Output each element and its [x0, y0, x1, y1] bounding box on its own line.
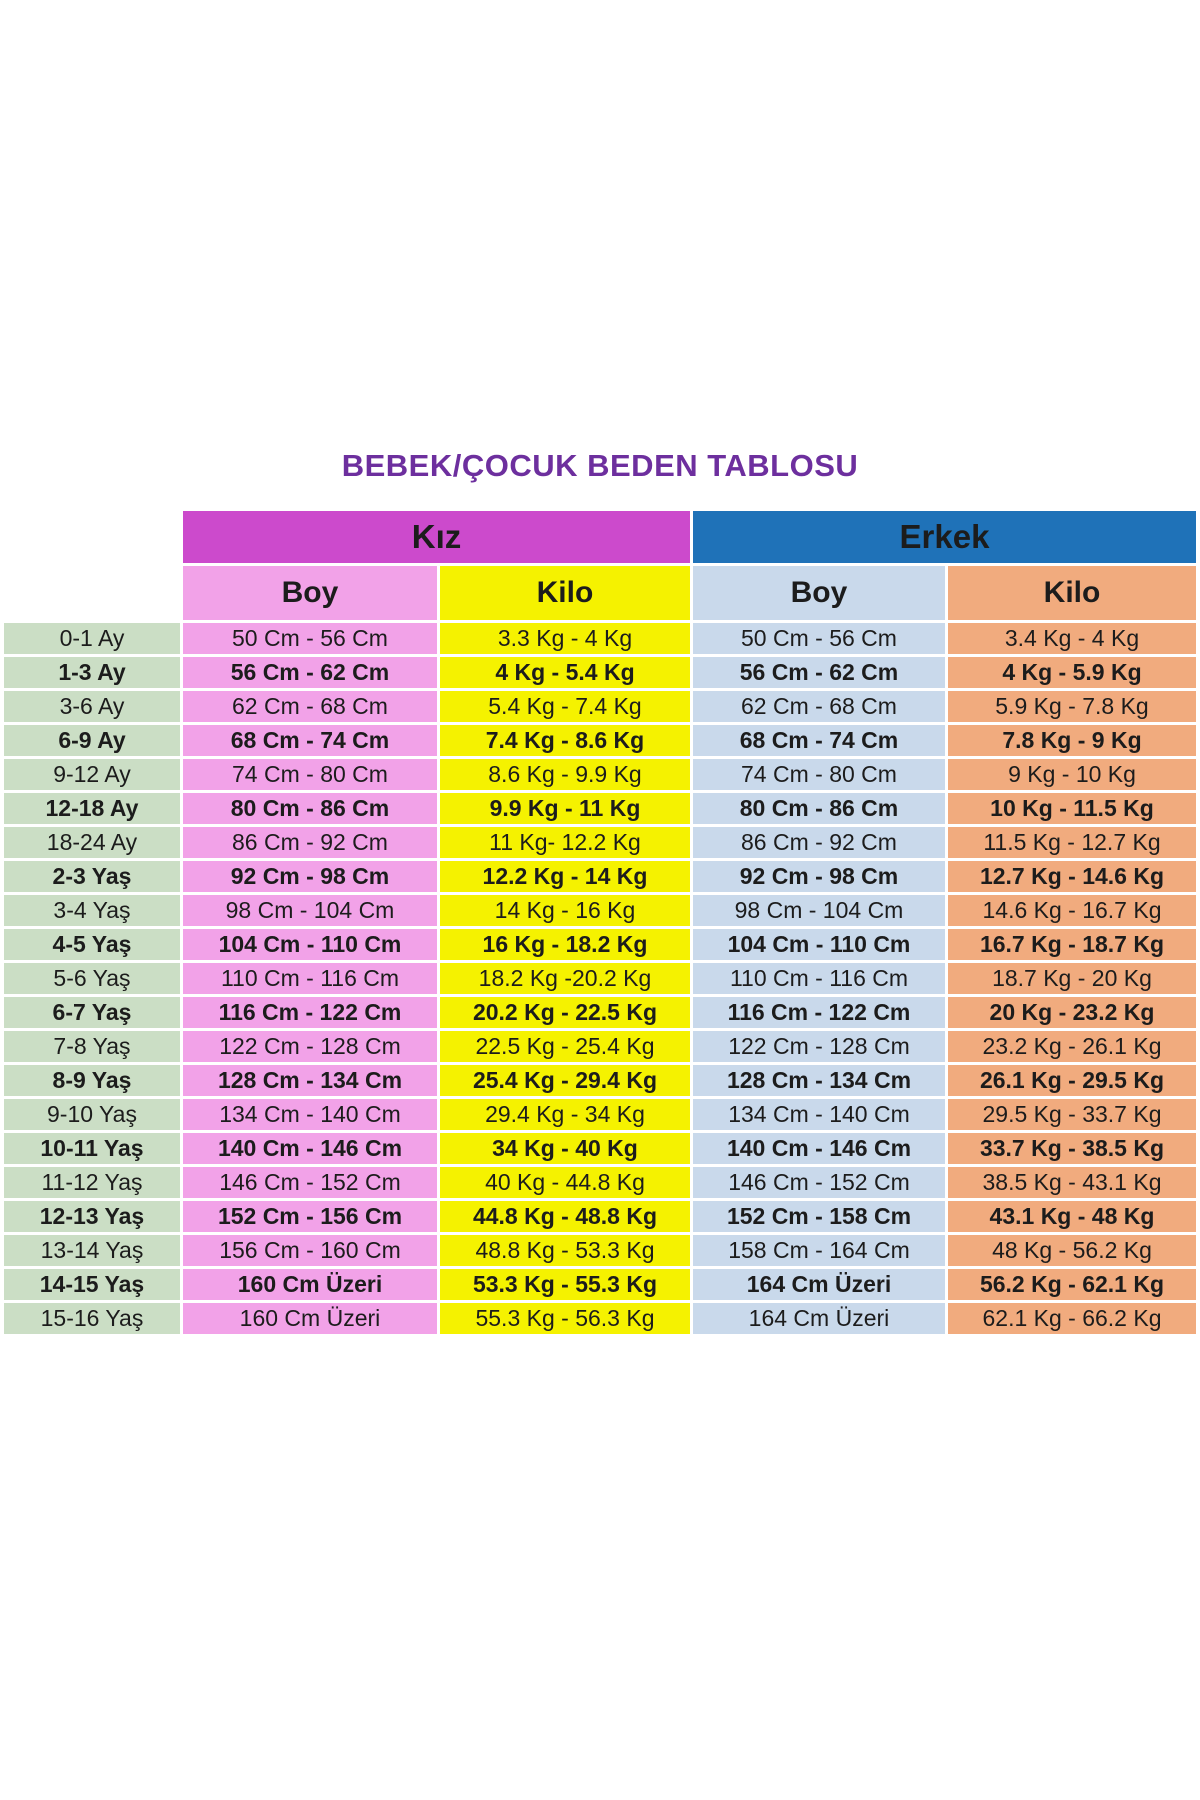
column-header-erkek-boy: Boy [693, 566, 945, 620]
age-cell: 5-6 Yaş [4, 963, 180, 994]
kiz-kilo-cell: 29.4 Kg - 34 Kg [440, 1099, 690, 1130]
erkek-boy-cell: 164 Cm Üzeri [693, 1269, 945, 1300]
table-row [4, 1269, 1196, 1300]
group-header-row [4, 511, 1196, 563]
erkek-kilo-cell: 11.5 Kg - 12.7 Kg [948, 827, 1196, 858]
age-cell: 6-9 Ay [4, 725, 180, 756]
erkek-boy-cell: 98 Cm - 104 Cm [693, 895, 945, 926]
table-row [4, 929, 1196, 960]
erkek-boy-cell: 62 Cm - 68 Cm [693, 691, 945, 722]
kiz-kilo-cell: 7.4 Kg - 8.6 Kg [440, 725, 690, 756]
erkek-kilo-cell: 38.5 Kg - 43.1 Kg [948, 1167, 1196, 1198]
erkek-kilo-cell: 20 Kg - 23.2 Kg [948, 997, 1196, 1028]
erkek-boy-cell: 128 Cm - 134 Cm [693, 1065, 945, 1096]
erkek-kilo-cell: 14.6 Kg - 16.7 Kg [948, 895, 1196, 926]
table-row [4, 1235, 1196, 1266]
erkek-kilo-cell: 18.7 Kg - 20 Kg [948, 963, 1196, 994]
erkek-boy-cell: 68 Cm - 74 Cm [693, 725, 945, 756]
table-row [4, 691, 1196, 722]
table-row [4, 963, 1196, 994]
kiz-kilo-cell: 14 Kg - 16 Kg [440, 895, 690, 926]
kiz-boy-cell: 116 Cm - 122 Cm [183, 997, 437, 1028]
kiz-kilo-cell: 5.4 Kg - 7.4 Kg [440, 691, 690, 722]
erkek-kilo-cell: 10 Kg - 11.5 Kg [948, 793, 1196, 824]
column-header-kiz-boy: Boy [183, 566, 437, 620]
table-row [4, 1303, 1196, 1334]
erkek-kilo-cell: 29.5 Kg - 33.7 Kg [948, 1099, 1196, 1130]
kiz-kilo-cell: 11 Kg- 12.2 Kg [440, 827, 690, 858]
age-cell: 12-13 Yaş [4, 1201, 180, 1232]
erkek-boy-cell: 122 Cm - 128 Cm [693, 1031, 945, 1062]
table-row [4, 759, 1196, 790]
erkek-kilo-cell: 12.7 Kg - 14.6 Kg [948, 861, 1196, 892]
erkek-boy-cell: 158 Cm - 164 Cm [693, 1235, 945, 1266]
erkek-boy-cell: 134 Cm - 140 Cm [693, 1099, 945, 1130]
erkek-kilo-cell: 5.9 Kg - 7.8 Kg [948, 691, 1196, 722]
age-cell: 2-3 Yaş [4, 861, 180, 892]
kiz-boy-cell: 146 Cm - 152 Cm [183, 1167, 437, 1198]
table-row [4, 861, 1196, 892]
kiz-boy-cell: 104 Cm - 110 Cm [183, 929, 437, 960]
corner-spacer [4, 566, 180, 620]
kiz-kilo-cell: 3.3 Kg - 4 Kg [440, 623, 690, 654]
kiz-kilo-cell: 40 Kg - 44.8 Kg [440, 1167, 690, 1198]
kiz-kilo-cell: 25.4 Kg - 29.4 Kg [440, 1065, 690, 1096]
erkek-kilo-cell: 7.8 Kg - 9 Kg [948, 725, 1196, 756]
group-header-erkek: Erkek [693, 511, 1196, 563]
kiz-kilo-cell: 20.2 Kg - 22.5 Kg [440, 997, 690, 1028]
kiz-boy-cell: 92 Cm - 98 Cm [183, 861, 437, 892]
age-cell: 3-6 Ay [4, 691, 180, 722]
kiz-boy-cell: 50 Cm - 56 Cm [183, 623, 437, 654]
table-row [4, 1133, 1196, 1164]
erkek-kilo-cell: 26.1 Kg - 29.5 Kg [948, 1065, 1196, 1096]
age-cell: 8-9 Yaş [4, 1065, 180, 1096]
column-header-kiz-kilo: Kilo [440, 566, 690, 620]
table-row [4, 895, 1196, 926]
age-cell: 9-10 Yaş [4, 1099, 180, 1130]
table-row [4, 1167, 1196, 1198]
erkek-kilo-cell: 56.2 Kg - 62.1 Kg [948, 1269, 1196, 1300]
age-cell: 1-3 Ay [4, 657, 180, 688]
age-cell: 18-24 Ay [4, 827, 180, 858]
table-row [4, 793, 1196, 824]
erkek-kilo-cell: 3.4 Kg - 4 Kg [948, 623, 1196, 654]
age-cell: 6-7 Yaş [4, 997, 180, 1028]
kiz-kilo-cell: 34 Kg - 40 Kg [440, 1133, 690, 1164]
table-row [4, 1201, 1196, 1232]
erkek-boy-cell: 104 Cm - 110 Cm [693, 929, 945, 960]
kiz-boy-cell: 140 Cm - 146 Cm [183, 1133, 437, 1164]
size-chart-table [1, 508, 1199, 1337]
erkek-boy-cell: 110 Cm - 116 Cm [693, 963, 945, 994]
erkek-boy-cell: 80 Cm - 86 Cm [693, 793, 945, 824]
erkek-boy-cell: 152 Cm - 158 Cm [693, 1201, 945, 1232]
kiz-kilo-cell: 22.5 Kg - 25.4 Kg [440, 1031, 690, 1062]
kiz-kilo-cell: 55.3 Kg - 56.3 Kg [440, 1303, 690, 1334]
age-cell: 3-4 Yaş [4, 895, 180, 926]
kiz-kilo-cell: 12.2 Kg - 14 Kg [440, 861, 690, 892]
kiz-boy-cell: 110 Cm - 116 Cm [183, 963, 437, 994]
age-cell: 12-18 Ay [4, 793, 180, 824]
kiz-boy-cell: 62 Cm - 68 Cm [183, 691, 437, 722]
kiz-boy-cell: 160 Cm Üzeri [183, 1303, 437, 1334]
age-cell: 14-15 Yaş [4, 1269, 180, 1300]
erkek-boy-cell: 146 Cm - 152 Cm [693, 1167, 945, 1198]
erkek-boy-cell: 116 Cm - 122 Cm [693, 997, 945, 1028]
column-header-erkek-kilo: Kilo [948, 566, 1196, 620]
table-row [4, 657, 1196, 688]
erkek-boy-cell: 56 Cm - 62 Cm [693, 657, 945, 688]
erkek-kilo-cell: 62.1 Kg - 66.2 Kg [948, 1303, 1196, 1334]
kiz-boy-cell: 122 Cm - 128 Cm [183, 1031, 437, 1062]
kiz-kilo-cell: 8.6 Kg - 9.9 Kg [440, 759, 690, 790]
table-row [4, 997, 1196, 1028]
table-row [4, 1065, 1196, 1096]
age-cell: 7-8 Yaş [4, 1031, 180, 1062]
table-row [4, 623, 1196, 654]
erkek-kilo-cell: 43.1 Kg - 48 Kg [948, 1201, 1196, 1232]
kiz-boy-cell: 86 Cm - 92 Cm [183, 827, 437, 858]
erkek-kilo-cell: 16.7 Kg - 18.7 Kg [948, 929, 1196, 960]
age-cell: 15-16 Yaş [4, 1303, 180, 1334]
page-title: BEBEK/ÇOCUK BEDEN TABLOSU [341, 448, 859, 483]
table-row [4, 725, 1196, 756]
group-header-kiz: Kız [183, 511, 690, 563]
table-body [4, 623, 1196, 1334]
kiz-boy-cell: 134 Cm - 140 Cm [183, 1099, 437, 1130]
erkek-boy-cell: 92 Cm - 98 Cm [693, 861, 945, 892]
kiz-kilo-cell: 18.2 Kg -20.2 Kg [440, 963, 690, 994]
age-cell: 13-14 Yaş [4, 1235, 180, 1266]
table-row [4, 1031, 1196, 1062]
erkek-boy-cell: 50 Cm - 56 Cm [693, 623, 945, 654]
erkek-boy-cell: 140 Cm - 146 Cm [693, 1133, 945, 1164]
kiz-boy-cell: 156 Cm - 160 Cm [183, 1235, 437, 1266]
erkek-boy-cell: 86 Cm - 92 Cm [693, 827, 945, 858]
kiz-boy-cell: 98 Cm - 104 Cm [183, 895, 437, 926]
column-header-row [4, 566, 1196, 620]
kiz-boy-cell: 80 Cm - 86 Cm [183, 793, 437, 824]
kiz-kilo-cell: 16 Kg - 18.2 Kg [440, 929, 690, 960]
kiz-boy-cell: 56 Cm - 62 Cm [183, 657, 437, 688]
kiz-kilo-cell: 44.8 Kg - 48.8 Kg [440, 1201, 690, 1232]
erkek-boy-cell: 74 Cm - 80 Cm [693, 759, 945, 790]
kiz-kilo-cell: 9.9 Kg - 11 Kg [440, 793, 690, 824]
erkek-boy-cell: 164 Cm Üzeri [693, 1303, 945, 1334]
corner-spacer [4, 511, 180, 563]
erkek-kilo-cell: 4 Kg - 5.9 Kg [948, 657, 1196, 688]
age-cell: 4-5 Yaş [4, 929, 180, 960]
table-row [4, 1099, 1196, 1130]
kiz-kilo-cell: 4 Kg - 5.4 Kg [440, 657, 690, 688]
kiz-kilo-cell: 53.3 Kg - 55.3 Kg [440, 1269, 690, 1300]
erkek-kilo-cell: 9 Kg - 10 Kg [948, 759, 1196, 790]
age-cell: 10-11 Yaş [4, 1133, 180, 1164]
kiz-boy-cell: 152 Cm - 156 Cm [183, 1201, 437, 1232]
erkek-kilo-cell: 33.7 Kg - 38.5 Kg [948, 1133, 1196, 1164]
age-cell: 0-1 Ay [4, 623, 180, 654]
erkek-kilo-cell: 48 Kg - 56.2 Kg [948, 1235, 1196, 1266]
table-row [4, 827, 1196, 858]
kiz-boy-cell: 128 Cm - 134 Cm [183, 1065, 437, 1096]
kiz-boy-cell: 160 Cm Üzeri [183, 1269, 437, 1300]
erkek-kilo-cell: 23.2 Kg - 26.1 Kg [948, 1031, 1196, 1062]
age-cell: 11-12 Yaş [4, 1167, 180, 1198]
kiz-boy-cell: 74 Cm - 80 Cm [183, 759, 437, 790]
kiz-boy-cell: 68 Cm - 74 Cm [183, 725, 437, 756]
age-cell: 9-12 Ay [4, 759, 180, 790]
kiz-kilo-cell: 48.8 Kg - 53.3 Kg [440, 1235, 690, 1266]
